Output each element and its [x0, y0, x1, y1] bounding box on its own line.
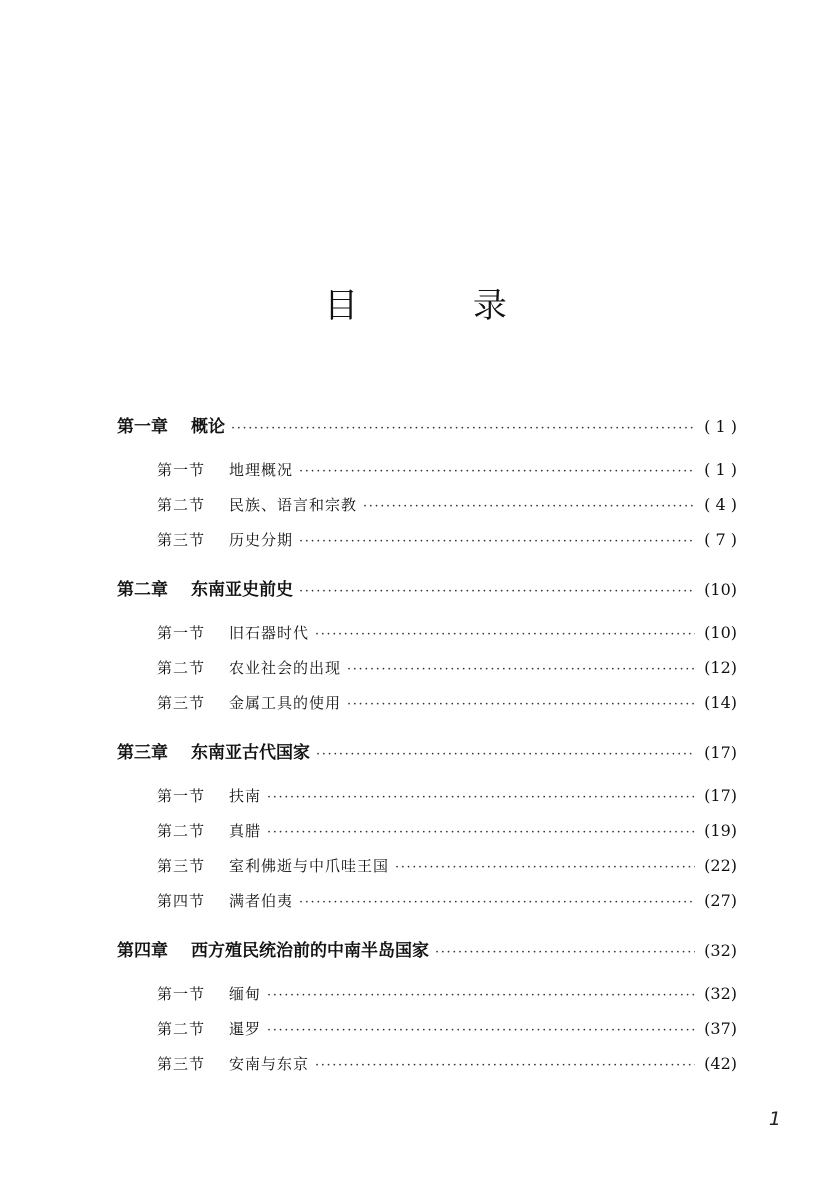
page-number: ( 1 ) — [704, 460, 737, 479]
section-title: 民族、语言和宗教 — [229, 496, 358, 514]
page-title: 目 录 — [324, 286, 559, 326]
dot-leader — [347, 697, 695, 712]
toc-section[interactable] — [117, 692, 737, 727]
dot-leader — [316, 747, 695, 762]
toc-section[interactable] — [117, 855, 737, 890]
folio-page-number: 1 — [768, 1108, 781, 1130]
section-title: 安南与东京 — [229, 1055, 310, 1073]
dot-leader — [267, 790, 695, 805]
dot-leader — [231, 421, 695, 436]
chapter-title: 东南亚古代国家 — [191, 743, 310, 763]
section-title: 满者伯夷 — [229, 892, 294, 910]
page-number: (32) — [704, 984, 737, 1003]
section-title: 暹罗 — [229, 1020, 262, 1038]
dot-leader — [299, 895, 695, 910]
section-label: 第二节 — [157, 496, 206, 514]
section-label: 第一节 — [157, 461, 206, 479]
section-title: 旧石器时代 — [229, 624, 310, 642]
page-number: (17) — [704, 743, 737, 762]
section-label: 第一节 — [157, 624, 206, 642]
toc-chapter-3[interactable] — [117, 738, 737, 773]
section-title: 缅甸 — [229, 985, 262, 1003]
chapter-title: 概论 — [191, 417, 225, 437]
section-title: 农业社会的出现 — [229, 659, 342, 677]
page-number: (32) — [704, 941, 737, 960]
page-number: (42) — [704, 1054, 737, 1073]
dot-leader — [395, 860, 695, 875]
page-number: (17) — [704, 786, 737, 805]
section-title: 真腊 — [229, 822, 262, 840]
dot-leader — [299, 534, 695, 549]
section-label: 第三节 — [157, 1055, 206, 1073]
chapter-title: 东南亚史前史 — [191, 580, 293, 600]
section-label: 第一节 — [157, 985, 206, 1003]
page-number: (37) — [704, 1019, 737, 1038]
chapter-label: 第二章 — [117, 580, 168, 600]
chapter-label: 第三章 — [117, 743, 168, 763]
dot-leader — [363, 499, 695, 514]
section-title: 地理概况 — [229, 461, 294, 479]
dot-leader — [315, 627, 695, 642]
section-label: 第四节 — [157, 892, 206, 910]
page-number: ( 4 ) — [704, 495, 737, 514]
table-of-contents — [117, 412, 737, 1088]
section-label: 第二节 — [157, 822, 206, 840]
section-label: 第二节 — [157, 659, 206, 677]
section-label: 第三节 — [157, 531, 206, 549]
chapter-title: 西方殖民统治前的中南半岛国家 — [191, 941, 429, 961]
toc-section[interactable] — [117, 494, 737, 529]
dot-leader — [299, 464, 695, 479]
page-number: (19) — [704, 821, 737, 840]
toc-section[interactable] — [117, 890, 737, 925]
chapter-label: 第一章 — [117, 417, 168, 437]
dot-leader — [315, 1058, 695, 1073]
section-title: 历史分期 — [229, 531, 294, 549]
section-label: 第一节 — [157, 787, 206, 805]
page-number: (27) — [704, 891, 737, 910]
page-number: (22) — [704, 856, 737, 875]
chapter-label: 第四章 — [117, 941, 168, 961]
page-number: ( 1 ) — [704, 417, 737, 436]
toc-section[interactable] — [117, 983, 737, 1018]
toc-chapter-2[interactable] — [117, 575, 737, 610]
dot-leader — [347, 662, 695, 677]
toc-section[interactable] — [117, 622, 737, 657]
toc-section[interactable] — [117, 657, 737, 692]
toc-section[interactable] — [117, 785, 737, 820]
section-label: 第三节 — [157, 694, 206, 712]
section-title: 扶南 — [229, 787, 262, 805]
toc-section[interactable] — [117, 529, 737, 564]
page-number: ( 7 ) — [704, 530, 737, 549]
section-title: 金属工具的使用 — [229, 694, 342, 712]
page-number: (10) — [704, 623, 737, 642]
page-number: (12) — [704, 658, 737, 677]
section-label: 第二节 — [157, 1020, 206, 1038]
section-title: 室利佛逝与中爪哇王国 — [229, 857, 390, 875]
toc-section[interactable] — [117, 1053, 737, 1088]
dot-leader — [299, 584, 695, 599]
toc-section[interactable] — [117, 459, 737, 494]
dot-leader — [267, 825, 695, 840]
toc-chapter-4[interactable] — [117, 936, 737, 971]
page-number: (14) — [704, 693, 737, 712]
section-label: 第三节 — [157, 857, 206, 875]
toc-chapter-1[interactable] — [117, 412, 737, 447]
dot-leader — [435, 945, 695, 960]
dot-leader — [267, 1023, 695, 1038]
dot-leader — [267, 988, 695, 1003]
toc-section[interactable] — [117, 820, 737, 855]
page-number: (10) — [704, 580, 737, 599]
toc-section[interactable] — [117, 1018, 737, 1053]
